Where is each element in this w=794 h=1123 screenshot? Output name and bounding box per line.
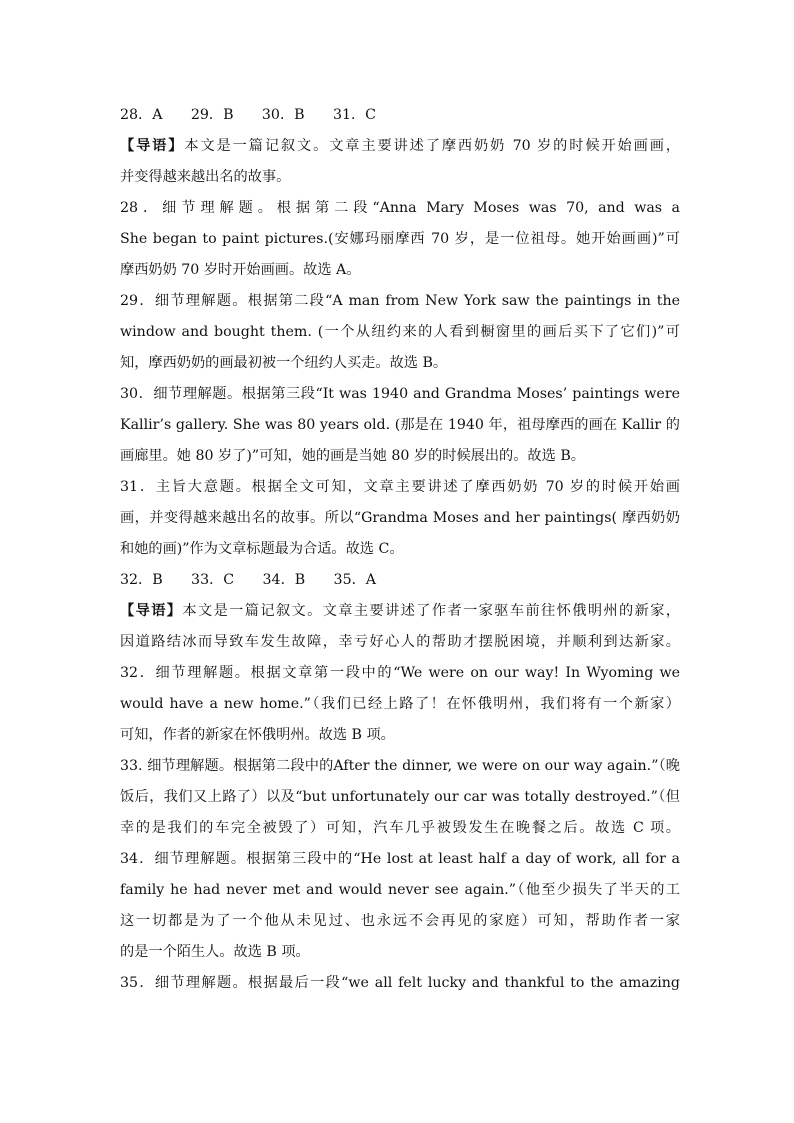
question-28-explanation-line: 28．细节理解题。根据第二段“Anna Mary Moses was 70, and was a (120, 200, 680, 216)
question-31-explanation-line: 31．主旨大意题。根据全文可知，文章主要讲述了摩西奶奶 70 岁的时候开始画 (120, 479, 680, 495)
answer-key-32-35: 32．B 33．C 34．B 35．A (120, 572, 377, 588)
question-29-explanation-line: 29．细节理解题。根据第二段“A man from New York saw the paintings in the (120, 293, 680, 309)
question-30-explanation-line: 画廊里。她 80 岁了)”可知，她的画是当她 80 岁的时候展出的。故选 B。 (120, 448, 585, 464)
guide-text: 本文是一篇记叙文。文章主要讲述了摩西奶奶 70 岁的时候开始画画， (184, 138, 680, 154)
question-30-explanation-line: 30．细节理解题。根据第三段“It was 1940 and Grandma Moses’ paintings were (120, 386, 680, 402)
guide-label: 【导语】 (120, 138, 185, 154)
question-31-explanation-line: 画，并变得越来越出名的故事。所以“Grandma Moses and her paintings( 摩西奶奶 (120, 510, 680, 526)
question-34-explanation-line: 这一切都是为了一个他从未见过、也永远不会再见的家庭）可知，帮助作者一家 (120, 913, 680, 929)
question-29-explanation-line: 知，摩西奶奶的画最初被一个纽约人买走。故选 B。 (120, 355, 448, 371)
guide-paragraph-1-line (120, 131, 680, 162)
question-33-explanation-line: 幸的是我们的车完全被毁了）可知，汽车几乎被毁发生在晚餐之后。故选 C 项。 (120, 820, 680, 836)
answer-key-28-31: 28．A 29．B 30．B 31．C (120, 107, 377, 123)
question-35-explanation-line: 35．细节理解题。根据最后一段“we all felt lucky and thankful to the amazing (120, 975, 680, 991)
question-34-explanation-line: family he had never met and would never see again.”（他至少损失了半天的工 (120, 882, 680, 898)
question-33-explanation-line: 33. 细节理解题。根据第二段中的After the dinner, we were on our way again.”（晚 (120, 758, 680, 774)
guide-paragraph-1-line: 并变得越来越出名的故事。 (120, 169, 291, 185)
question-32-explanation-line: 32．细节理解题。根据文章第一段中的“We were on our way! In Wyoming we (120, 665, 680, 681)
question-34-explanation-line: 的是一个陌生人。故选 B 项。 (120, 944, 310, 960)
guide-text: 本文是一篇记叙文。文章主要讲述了作者一家驱车前往怀俄明州的新家， (182, 603, 680, 619)
guide-paragraph-2-line (120, 596, 680, 627)
question-32-explanation-line: would have a new home.”（我们已经上路了！在怀俄明州，我们将有一个新家） (120, 696, 680, 712)
guide-paragraph-2-line: 因道路结冰而导致车发生故障，幸亏好心人的帮助才摆脱困境，并顺利到达新家。 (120, 634, 680, 650)
question-28-explanation-line: She began to paint pictures.(安娜玛丽摩西 70 岁，是一位祖母。她开始画画)”可 (120, 231, 680, 247)
guide-label: 【导语】 (120, 603, 183, 619)
question-30-explanation-line: Kallir’s gallery. She was 80 years old. (那是在 1940 年，祖母摩西的画在 Kallir 的 (120, 417, 680, 433)
question-34-explanation-line: 34．细节理解题。根据第三段中的“He lost at least half a day of work, all for a (120, 851, 680, 867)
question-29-explanation-line: window and bought them. (一个从纽约来的人看到橱窗里的画后买下了它们)”可 (120, 324, 680, 340)
question-33-explanation-line: 饭后，我们又上路了）以及“but unfortunately our car was totally destroyed.”（但 (120, 789, 680, 805)
answer-explanation-text (120, 100, 680, 999)
question-32-explanation-line: 可知，作者的新家在怀俄明州。故选 B 项。 (120, 727, 395, 743)
question-31-explanation-line: 和她的画)”作为文章标题最为合适。故选 C。 (120, 541, 404, 557)
question-28-explanation-line: 摩西奶奶 70 岁时开始画画。故选 A。 (120, 262, 361, 278)
